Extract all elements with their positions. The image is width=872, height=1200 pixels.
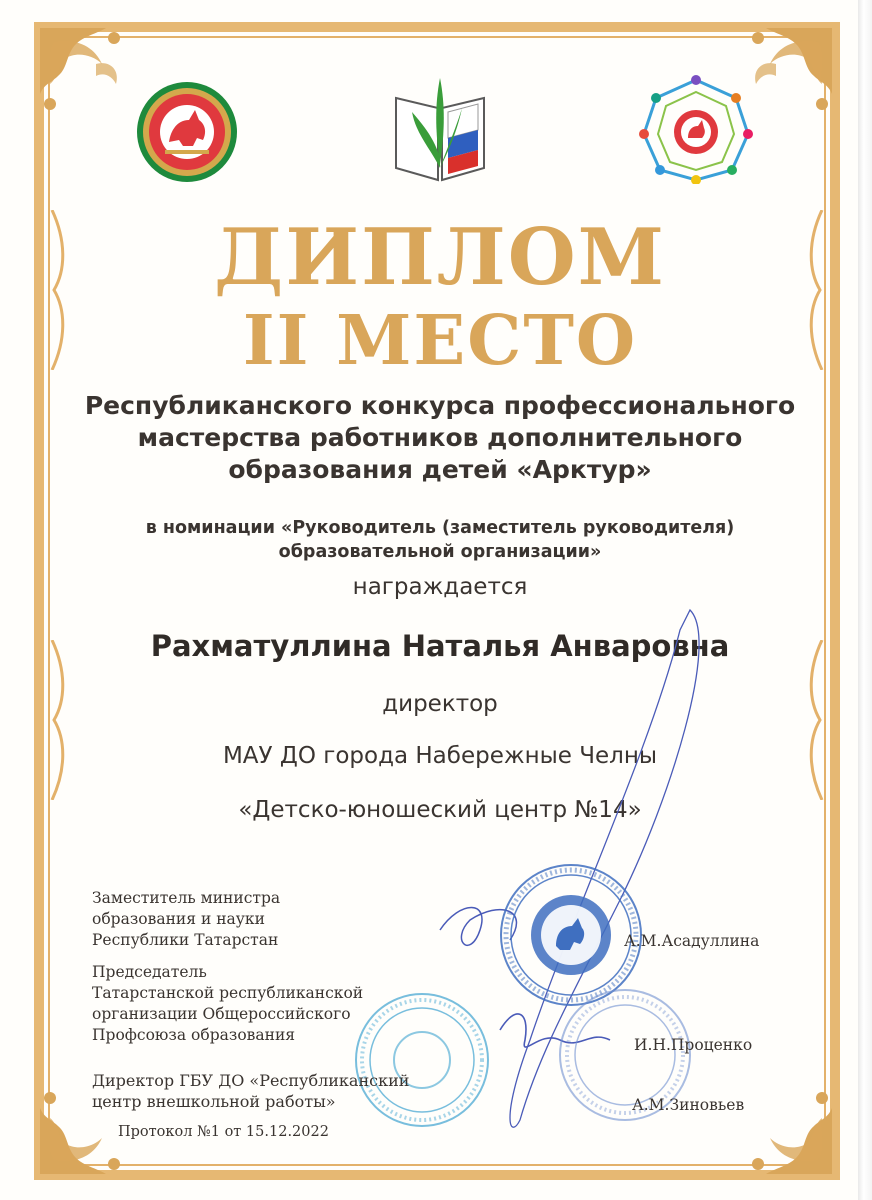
recipient-organization-name: «Детско-юношеский центр №14» <box>238 797 642 823</box>
protocol-reference: Протокол №1 от 15.12.2022 <box>118 1124 329 1140</box>
signatory-title <box>92 1070 409 1112</box>
signatory-title-line: образования и науки <box>92 910 265 928</box>
tatarstan-coat-of-arms-icon <box>135 80 239 184</box>
signatory-name: А.М.Зиновьев <box>632 1096 745 1114</box>
signatory-title-line: Председатель <box>92 963 207 981</box>
signatory-title-line: Республики Татарстан <box>92 931 279 949</box>
recipient-organization: МАУ ДО города Набережные Челны <box>222 743 658 769</box>
signatory-title-line: Профсоюза образования <box>92 1026 296 1044</box>
signatory-title-line: Заместитель министра <box>92 889 281 907</box>
recipient-position: директор <box>382 691 498 717</box>
nomination-line: в номинации «Руководитель (заместитель руководителя) <box>145 518 735 538</box>
nomination-line: образовательной организации» <box>278 542 602 562</box>
corner-ornament-icon <box>716 1058 836 1178</box>
contest-line: образования детей «Арктур» <box>228 455 652 484</box>
place-title: II МЕСТО <box>242 301 638 381</box>
signatory-title-line: центр внешкольной работы» <box>92 1092 336 1111</box>
nomination <box>70 516 810 564</box>
page-edge <box>858 0 872 1200</box>
signatory-title <box>92 962 363 1046</box>
contest-line: Республиканского конкурса профессионального <box>84 391 796 420</box>
recipient-name: Рахматуллина Наталья Анваровна <box>150 629 730 663</box>
signatory-name: И.Н.Проценко <box>634 1036 753 1054</box>
signatory-title-line: Татарстанской республиканской <box>92 984 364 1002</box>
signatory-title <box>92 888 280 951</box>
signatory-title-line: Директор ГБУ ДО «Республиканский <box>92 1071 410 1090</box>
diploma-title: ДИПЛОМ <box>214 212 666 303</box>
signatory-name: А.М.Асадуллина <box>624 932 760 950</box>
contest-description <box>70 390 810 486</box>
trade-union-book-icon <box>390 68 490 184</box>
arctur-contest-emblem-icon <box>636 74 756 184</box>
signatory-title-line: организации Общероссийского <box>92 1005 351 1023</box>
contest-line: мастерства работников дополнительного <box>137 423 743 452</box>
awarded-label: награждается <box>352 574 528 600</box>
